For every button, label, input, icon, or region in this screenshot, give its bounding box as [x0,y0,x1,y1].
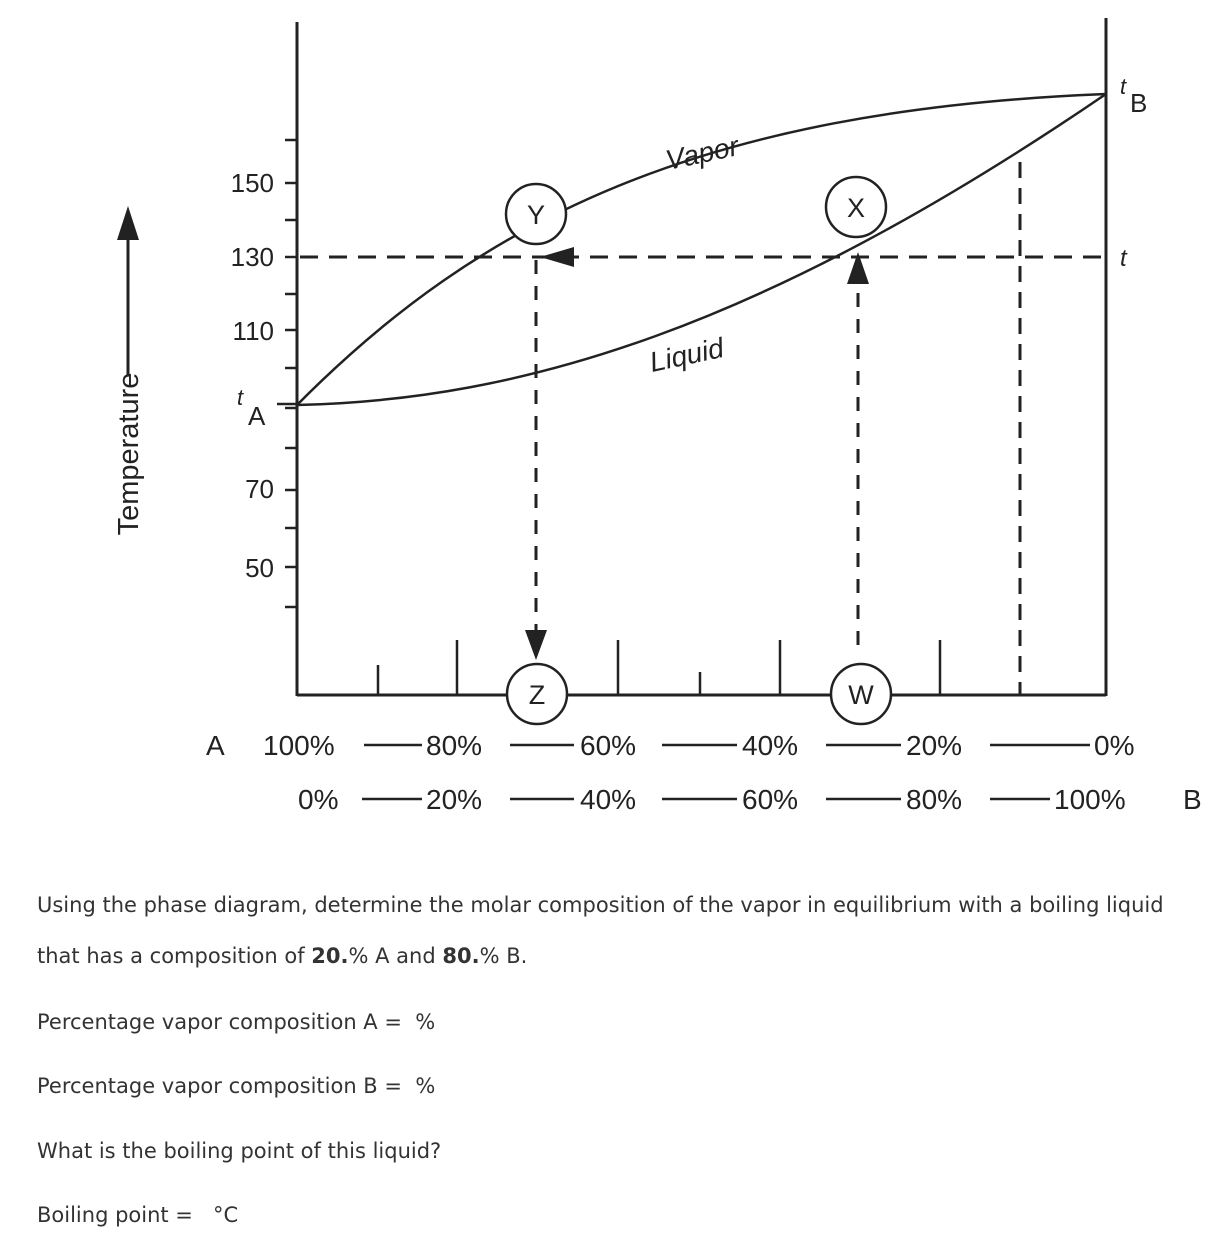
vapor-label: Vapor [662,130,742,176]
svg-text:B: B [1130,88,1148,118]
svg-text:X: X [846,193,866,223]
composition-row-a [206,730,1134,761]
t-b-label [1120,74,1147,118]
composition-row-b [298,784,1202,815]
y-tick-50: 50 [245,553,274,583]
svg-text:0%: 0% [298,784,339,815]
vapor-b-label: Percentage vapor composition B = [37,1074,402,1098]
boiling-question: What is the boiling point of this liquid? [37,1139,442,1163]
svg-text:20%: 20% [426,784,483,815]
svg-text:40%: 40% [742,730,799,761]
svg-text:100%: 100% [1054,784,1126,815]
point-y-circle [506,184,566,244]
svg-text:60%: 60% [742,784,799,815]
liquid-label: Liquid [646,332,727,378]
vapor-a-label: Percentage vapor composition A = [37,1010,402,1034]
temperature-arrowhead [117,206,139,240]
svg-text:B: B [1183,784,1202,815]
svg-text:100%: 100% [263,730,335,761]
boiling-point-unit: °C [212,1203,239,1227]
svg-text:40%: 40% [580,784,637,815]
temperature-label: Temperature [113,372,145,536]
svg-text:Y: Y [526,200,546,230]
svg-text:A: A [206,730,225,761]
boiling-point-label: Boiling point = [37,1203,193,1227]
y-tick-150: 150 [230,168,274,198]
svg-text:80%: 80% [906,784,963,815]
boiling-point-row [37,1203,238,1227]
point-z-circle [507,664,567,724]
vapor-b-row [37,1074,435,1098]
question-line-2: that has a composition of 20.% A and 80.% B. [37,944,528,968]
vapor-b-unit: % [415,1074,436,1098]
question-line-1: Using the phase diagram, determine the molar composition of the vapor in equilibrium with a boiling liquid [37,893,1164,917]
point-x-circle [826,177,886,237]
t-label: t [1120,245,1127,272]
point-w-circle [831,664,891,724]
y-axis-ticks [285,140,297,607]
downward-arrowhead [525,630,547,660]
svg-text:t: t [1120,74,1127,99]
y-tick-110: 110 [232,316,274,346]
svg-text:0%: 0% [1094,730,1135,761]
svg-text:20%: 20% [906,730,963,761]
svg-text:80%: 80% [426,730,483,761]
svg-text:60%: 60% [580,730,637,761]
vapor-a-unit: % [415,1010,436,1034]
svg-text:t: t [237,385,244,410]
pct-b-value: 80. [442,944,480,968]
svg-text:A: A [248,401,266,431]
y-tick-70: 70 [245,474,274,504]
svg-text:W: W [848,680,874,710]
leftward-arrowhead [540,247,574,267]
y-tick-130: 130 [230,242,274,272]
vapor-a-row [37,1010,435,1034]
svg-text:Z: Z [528,680,546,710]
pct-a-value: 20. [311,944,349,968]
